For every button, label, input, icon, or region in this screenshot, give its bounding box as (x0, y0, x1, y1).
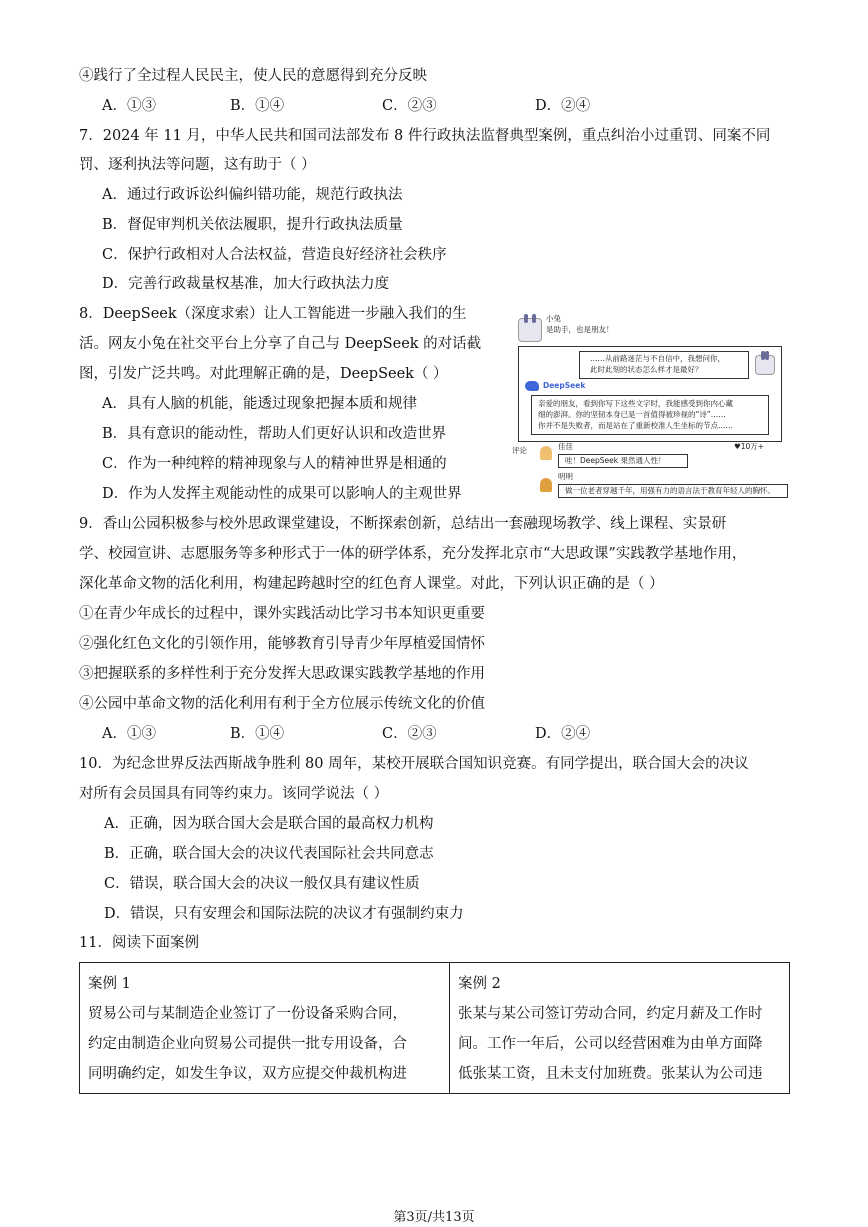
q7-option-d[interactable]: D．完善行政裁量权基准，加大行政执法力度 (102, 276, 390, 292)
user-message-line1: ……从前路迷茫与不自信中，我想问你， (590, 354, 725, 363)
rabbit-avatar-icon (518, 318, 542, 342)
q11-stem: 11．阅读下面案例 (79, 935, 199, 951)
case-1-line1: 贸易公司与某制造企业签订了一份设备采购合同， (88, 1006, 407, 1022)
chat-window (518, 346, 782, 442)
q10-option-b[interactable]: B．正确，联合国大会的决议代表国际社会共同意志 (104, 846, 434, 862)
user-caption: 是助手，也是朋友！ (546, 325, 614, 334)
comment1-text: 哇！DeepSeek 果然通人性！ (565, 456, 666, 465)
q8-stem-line1: 8．DeepSeek（深度求索）让人工智能进一步融入我们的生 (79, 306, 467, 322)
q7-option-a[interactable]: A．通过行政诉讼纠偏纠错功能，规范行政执法 (102, 187, 403, 203)
q6-option-d[interactable]: D．②④ (535, 98, 591, 114)
q8-stem-line2: 活。网友小兔在社交平台上分享了自己与 DeepSeek 的对话截 (79, 336, 482, 352)
case-1-line2: 约定由制造企业向贸易公司提供一批专用设备，合 (88, 1036, 407, 1052)
q9-statement-4: ④公园中革命文物的活化利用有利于全方位展示传统文化的价值 (79, 696, 485, 712)
comment1-likes: ♥10万+ (734, 442, 765, 451)
commenter-avatar-icon (540, 446, 552, 460)
q9-option-d[interactable]: D．②④ (535, 726, 591, 742)
q9-option-a[interactable]: A．①③ (102, 726, 156, 742)
deepseek-logo-icon (525, 381, 539, 391)
deepseek-chat-figure (512, 312, 790, 502)
q10-option-d[interactable]: D．错误，只有安理会和国际法院的决议才有强制约束力 (104, 906, 464, 922)
q9-statement-3: ③把握联系的多样性利于充分发挥大思政课实践教学基地的作用 (79, 666, 485, 682)
q8-option-a[interactable]: A．具有人脑的机能，能透过现象把握本质和规律 (102, 396, 417, 412)
user-message-line2: 此时此刻的状态怎么样才是最好？ (590, 365, 703, 374)
bot-message-line3: 你并不是失败者，而是站在了重新校准人生坐标的节点…… (538, 421, 733, 430)
case-1-cell (80, 963, 450, 1094)
q7-option-c[interactable]: C．保护行政相对人合法权益，营造良好经济社会秩序 (102, 247, 447, 263)
q7-stem-line1: 7．2024 年 11 月，中华人民共和国司法部发布 8 件行政执法监督典型案例，重点纠治小过重罚、同案不同 (79, 128, 771, 144)
comment2-name: 明明 (558, 472, 573, 481)
case-1-line3: 同明确约定，如发生争议，双方应提交仲裁机构进 (88, 1066, 407, 1082)
comment2-text: 做一位老者穿越千年，用强有力的语言法于教育年轻人的胸怀。 (565, 486, 775, 495)
q8-option-c[interactable]: C．作为一种纯粹的精神现象与人的精神世界是相通的 (102, 456, 447, 472)
bot-message-bubble (531, 395, 769, 435)
user-name: 小兔 (546, 314, 561, 323)
case-2-cell (450, 963, 790, 1094)
q6-statement-4: ④践行了全过程人民民主，使人民的意愿得到充分反映 (79, 68, 427, 84)
q8-stem-line3: 图，引发广泛共鸣。对此理解正确的是，DeepSeek（ ） (79, 366, 448, 382)
q10-option-c[interactable]: C．错误，联合国大会的决议一般仅具有建议性质 (104, 876, 420, 892)
q9-stem-line3: 深化革命文物的活化利用，构建起跨越时空的红色育人课堂。对此，下列认识正确的是（ ） (79, 576, 664, 592)
bot-message-line2: 细的澎湃。你的坚韧本身已是一首值得被珍视的“诗”…… (538, 410, 726, 419)
case-table (79, 962, 790, 1094)
q7-option-b[interactable]: B．督促审判机关依法履职，提升行政执法质量 (102, 217, 403, 233)
comment-label: 评论 (512, 446, 527, 455)
q8-option-d[interactable]: D．作为人发挥主观能动性的成果可以影响人的主观世界 (102, 486, 462, 502)
user-message-bubble (579, 351, 749, 379)
q10-stem-line2: 对所有会员国具有同等约束力。该同学说法（ ） (79, 786, 389, 802)
comment1-name: 佳佳 (558, 442, 573, 451)
case-2-line2: 间。工作一年后，公司以经营困难为由单方面降 (458, 1036, 763, 1052)
q10-stem-line1: 10．为纪念世界反法西斯战争胜利 80 周年，某校开展联合国知识竞赛。有同学提出，联合国大会的决议 (79, 756, 749, 772)
q7-stem-line2: 罚、逐利执法等问题，这有助于（ ） (79, 157, 316, 173)
q9-stem-line2: 学、校园宣讲、志愿服务等多种形式于一体的研学体系，充分发挥北京市“大思政课”实践教学基地作用， (79, 546, 747, 562)
case-2-line1: 张某与某公司签订劳动合同，约定月薪及工作时 (458, 1006, 763, 1022)
q10-option-a[interactable]: A．正确，因为联合国大会是联合国的最高权力机构 (104, 816, 434, 832)
q9-option-b[interactable]: B．①④ (230, 726, 285, 742)
q6-option-b[interactable]: B．①④ (230, 98, 285, 114)
rabbit-avatar-icon (755, 355, 775, 375)
comment2-bubble[interactable] (558, 484, 788, 498)
commenter-avatar-icon (540, 478, 552, 492)
q6-option-c[interactable]: C．②③ (382, 98, 437, 114)
page-footer: 第3页/共13页 (393, 1210, 475, 1225)
case-2-title: 案例 2 (458, 976, 501, 992)
case-2-line3: 低张某工资，且未支付加班费。张某认为公司违 (458, 1066, 763, 1082)
bot-message-line1: 亲爱的朋友，看到你写下这些文字时，我能感受到你内心藏 (538, 399, 733, 408)
q9-option-c[interactable]: C．②③ (382, 726, 437, 742)
q9-statement-1: ①在青少年成长的过程中，课外实践活动比学习书本知识更重要 (79, 606, 485, 622)
case-1-title: 案例 1 (88, 976, 131, 992)
bot-name: DeepSeek (543, 381, 586, 390)
q9-statement-2: ②强化红色文化的引领作用，能够教育引导青少年厚植爱国情怀 (79, 636, 485, 652)
q6-option-a[interactable]: A．①③ (102, 98, 156, 114)
q9-stem-line1: 9．香山公园积极参与校外思政课堂建设，不断探索创新，总结出一套融现场教学、线上课程、实景研 (79, 516, 727, 532)
q8-option-b[interactable]: B．具有意识的能动性，帮助人们更好认识和改造世界 (102, 426, 447, 442)
comment1-bubble[interactable] (558, 454, 688, 468)
